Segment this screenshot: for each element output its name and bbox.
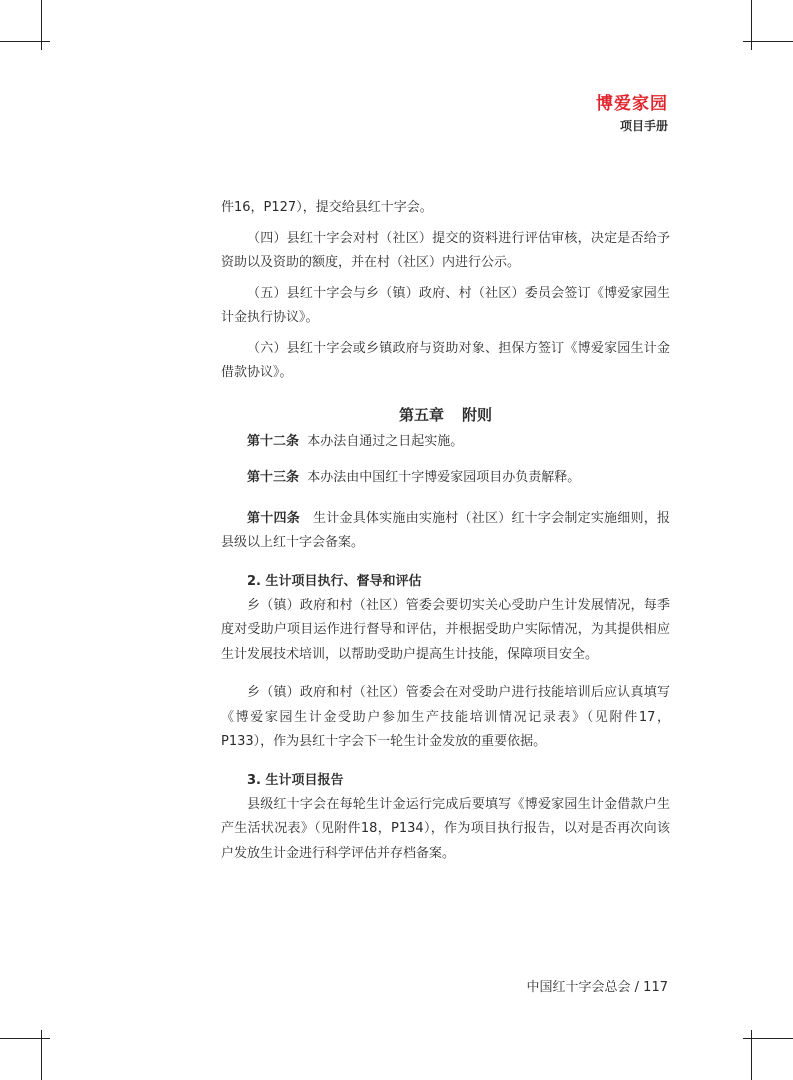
- paragraph: （五）县红十字会与乡（镇）政府、村（社区）委员会签订《博爱家园生计金执行协议》。: [221, 285, 670, 325]
- crop-mark: [41, 0, 42, 50]
- section-heading: 2. 生计项目执行、督导和评估: [247, 573, 422, 589]
- paragraph: 乡（镇）政府和村（社区）管委会在对受助户进行技能培训后应认真填写《博爱家园生计金受助户参加生产技能培训情况记录表》（见附件17，P133），作为县红十字会下一轮生计金发放的重要依据。: [221, 685, 670, 749]
- paragraph: 县级红十字会在每轮生计金运行完成后要填写《博爱家园生计金借款户生产生活状况表》（见附件18，P134），作为项目执行报告，以对是否再次向该户发放生计金进行科学评估并存档备案。: [221, 796, 670, 861]
- page-body: [221, 196, 670, 866]
- article-paragraph: [221, 466, 670, 491]
- chapter-number: 第五章: [398, 405, 444, 424]
- crop-mark: [751, 1030, 752, 1080]
- article-label: 第十二条: [247, 433, 300, 449]
- running-header: [596, 93, 668, 135]
- paragraph: （六）县红十字会或乡镇政府与资助对象、担保方签订《博爱家园生计金借款协议》。: [221, 340, 670, 380]
- paragraph: 件16，P127），提交给县红十字会。: [221, 200, 433, 215]
- article-text: 本办法由中国红十字博爱家园项目办负责解释。: [307, 470, 581, 485]
- header-subtitle: 项目手册: [619, 119, 668, 133]
- section-heading: 3. 生计项目报告: [247, 772, 344, 788]
- paragraph: 乡（镇）政府和村（社区）管委会要切实关心受助户生计发展情况，每季度对受助户项目运作进行督导和评估，并根据受助户实际情况，为其提供相应生计发展技术培训，以帮助受助户提高生计技能，保障项目安全。: [221, 597, 670, 662]
- crop-mark: [0, 41, 50, 42]
- chapter-heading: [221, 402, 670, 428]
- crop-mark: [0, 1038, 50, 1039]
- paragraph: （四）县红十字会对村（社区）提交的资料进行评估审核，决定是否给予资助以及资助的额度，并在村（社区）内进行公示。: [221, 230, 670, 270]
- crop-mark: [751, 0, 752, 50]
- article-label: 第十三条: [247, 470, 300, 485]
- page-footer: 中国红十字会总会 / 117: [526, 980, 668, 995]
- brand-title: 博爱家园: [596, 94, 668, 114]
- article-text: 生计金具体实施由实施村（社区）红十字会制定实施细则，报县级以上红十字会备案。: [221, 510, 670, 550]
- article-label: 第十四条: [247, 510, 300, 526]
- article-paragraph: [221, 430, 670, 455]
- article-paragraph: [221, 507, 670, 556]
- crop-mark: [41, 1030, 42, 1080]
- article-text: 本办法自通过之日起实施。: [307, 433, 464, 449]
- chapter-title: 附则: [462, 405, 493, 424]
